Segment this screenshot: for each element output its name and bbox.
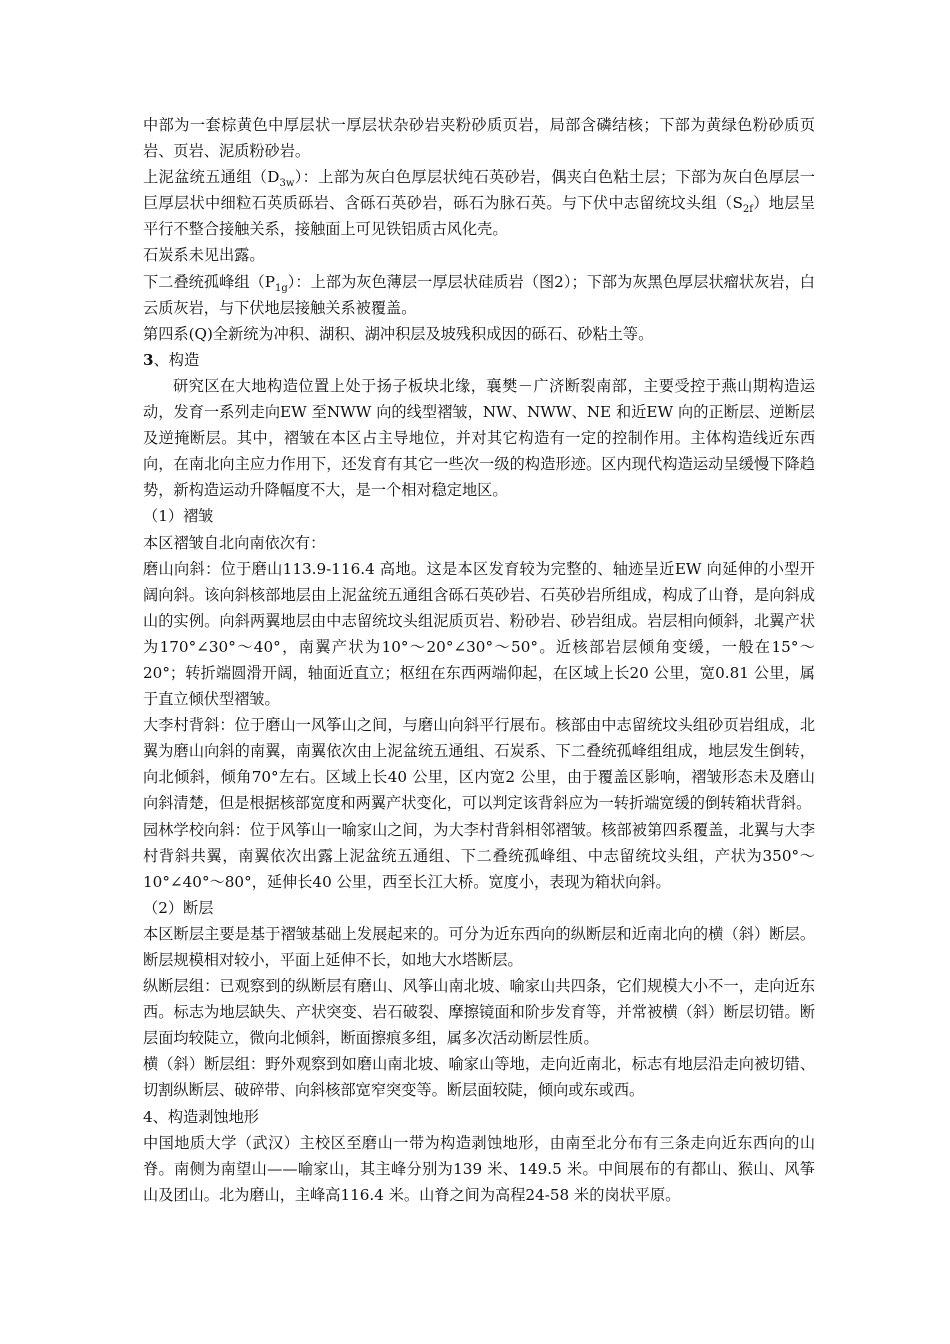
gufeng-text-b: ）：上部为灰色薄层一厚层状硅质岩（图2）；下部为灰黑色厚层状瘤状灰岩，白云质灰岩，与下伏地层接触关系被覆盖。 (143, 272, 815, 317)
paragraph-landform: 中国地质大学（武汉）主校区至磨山一带为构造剥蚀地形，由南至北分布有三条走向近东西向的山脊。南侧为南望山——喻家山，其主峰分别为139 米、149.5 米。中间展布的有都山、猴山、风筝山及团山。北为磨山，主峰高116.4 米。山脊之间为高程24-58 米的岗状平原。 (143, 1133, 815, 1204)
paragraph-folds-intro: 本区褶皱自北向南依次有： (143, 533, 326, 552)
paragraph-jiangjiawan-cont: 中部为一套棕黄色中厚层状一厚层状杂砂岩夹粉砂质页岩，局部含磷结核；下部为黄绿色粉砂质页岩、页岩、泥质粉砂岩。 (143, 116, 815, 161)
heading-faults: （2）断层 (143, 898, 214, 917)
wutong-text-c: ）地层呈平行不整合接触关系，接触面上可见铁铝质古风化壳。 (143, 194, 816, 239)
paragraph-quaternary: 第四系(Q)全新统为冲积、湖积、湖冲积层及坡残积成因的砾石、砂粘土等。 (143, 324, 654, 343)
paragraph-faults-intro: 本区断层主要是基于褶皱基础上发展起来的。可分为近东西向的纵断层和近南北向的横（斜）断层。断层规模相对较小，平面上延伸不长，如地大水塔断层。 (143, 924, 815, 969)
paragraph-structure-intro: 研究区在大地构造位置上处于扬子板块北缘，襄樊－广济断裂南部，主要受控于燕山期构造运动，发育一系列走向EW 至NWW 向的线型褶皱，NW、NWW、NE 和近EW 向的正断层、逆断层及逆掩断层。其中，褶皱在本区占主导地位，并对其它构造有一定的控制作用。主体构造线近东西向，在南北向主应力作用下，还发育有其它一些次一级的构造形迹。区内现代构造运动呈缓慢下降趋势，新构造运动升降幅度不大，是一个相对稳定地区。 (143, 376, 815, 500)
heading-structure-number: 3 (143, 350, 154, 369)
gufeng-subscript: 1g (275, 282, 288, 294)
paragraph-longitudinal-faults: 纵断层组：已观察到的纵断层有磨山、风筝山南北坡、喻家山共四条，它们规模大小不一，走向近东西。标志为地层缺失、产状突变、岩石破裂、摩擦镜面和阶步发育等，并常被横（斜）断层切错。断层面均较陡立，微向北倾斜，断面擦痕多组，属多次活动断层性质。 (143, 977, 815, 1048)
paragraph-wutong-formation (143, 164, 815, 242)
fentou-subscript: 2f (742, 204, 753, 216)
wutong-text-a: 上泥盆统五通组（D (143, 168, 280, 187)
document-page (143, 112, 815, 1208)
paragraph-transverse-faults: 横（斜）断层组：野外观察到如磨山南北坡、喻家山等地，走向近南北，标志有地层沿走向被切错、切割纵断层、破碎带、向斜核部宽窄突变等。断层面较陡，倾向或东或西。 (143, 1055, 815, 1100)
wutong-text-b: ）：上部为灰白色厚层状纯石英砂岩，偶夹白色粘土层；下部为灰白色厚层一巨厚层状中细粒石英质砾岩、含砾石英砂岩，砾石为脉石英。与下伏中志留统坟头组（S (143, 168, 815, 213)
paragraph-yuanlin-syncline: 园林学校向斜：位于风筝山一喻家山之间，为大李村背斜相邻褶皱。核部被第四系覆盖，北翼与大李村背斜共翼，南翼依次出露上泥盆统五通组、下二叠统孤峰组、中志留统坟头组，产状为350°～10°∠40°～80°，延伸长40 公里，西至长江大桥。宽度小，表现为箱状向斜。 (143, 820, 815, 891)
heading-folds: （1）褶皱 (143, 507, 214, 526)
heading-landform: 4、构造剥蚀地形 (143, 1107, 259, 1126)
wutong-subscript: 3w (279, 178, 295, 190)
paragraph-carboniferous: 石炭系未见出露。 (143, 246, 265, 265)
heading-structure-text: 、构造 (153, 350, 200, 369)
heading-structure (143, 347, 815, 373)
gufeng-text-a: 下二叠统孤峰组（P (143, 272, 275, 291)
paragraph-moshan-syncline: 磨山向斜：位于磨山113.9-116.4 高地。这是本区发育较为完整的、轴迹呈近EW 向延伸的小型开阔向斜。该向斜核部地层由上泥盆统五通组含砾石英砂岩、石英砂岩所组成，构成了山脊，是向斜成山的实例。向斜两翼地层由中志留统坟头组泥质页岩、粉砂岩、砂岩组成。岩层相向倾斜，北翼产状为170°∠30°～40°，南翼产状为10°～20°∠30°～50°。近核部岩层倾角变缓，一般在15°～20°；转折端圆滑开阔，轴面近直立；枢纽在东西两端仰起，在区域上长20 公里，宽0.81 公里，属于直立倾伏型褶皱。 (143, 559, 815, 709)
paragraph-gufeng-formation (143, 269, 815, 321)
paragraph-dalicun-anticline: 大李村背斜：位于磨山一风筝山之间，与磨山向斜平行展布。核部由中志留统坟头组砂页岩组成，北翼为磨山向斜的南翼，南翼依次由上泥盆统五通组、石炭系、下二叠统孤峰组组成，地层发生倒转，向北倾斜，倾角70°左右。区域上长40 公里，区内宽2 公里，由于覆盖区影响，褶皱形态未及磨山向斜清楚，但是根据核部宽度和两翼产状变化，可以判定该背斜应为一转折端宽缓的倒转箱状背斜。 (143, 716, 815, 813)
